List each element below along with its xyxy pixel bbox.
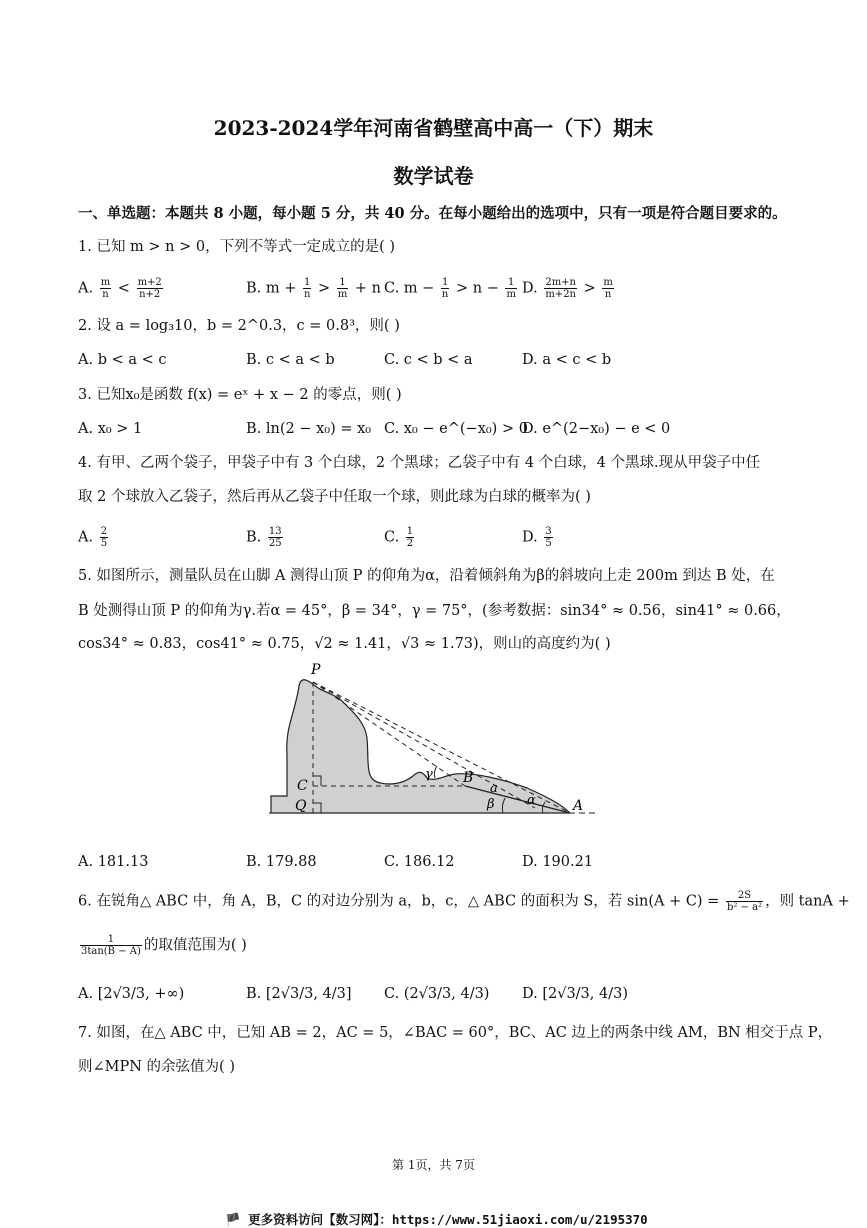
label-p: P — [311, 662, 321, 678]
label-c: C — [297, 778, 308, 794]
label-q: Q — [295, 798, 307, 814]
page-subtitle: 数学试卷 — [393, 164, 474, 188]
label-b: B — [463, 770, 474, 786]
q5-option-c: C. 186.12 — [384, 854, 455, 870]
q4-option-d: D. $\frac{3}{5}$ — [522, 526, 552, 549]
q1-option-a: A. $\frac{m}{n}$ < $\frac{m+2}{n+2}$ — [78, 277, 162, 300]
q4-line2: 取 2 个球放入乙袋子，然后再从乙袋子中任取一个球，则此球为白球的概率为( ) — [78, 489, 591, 505]
label-a-side: a — [490, 781, 498, 796]
q4-line1: 4. 有甲、乙两个袋子，甲袋子中有 3 个白球，2 个黑球；乙袋子中有 4 个白球，4 个黑球.现从甲袋子中任 — [78, 455, 761, 471]
page-footer: 第 1页，共 7页 — [392, 1158, 475, 1172]
q2-option-a: A. b < a < c — [78, 352, 167, 368]
q6-option-b: B. [2√3/3, 4/3] — [246, 986, 352, 1002]
q2-option-b: B. c < a < b — [246, 352, 335, 368]
q3-option-b: B. ln(2 − x₀) = x₀ — [246, 421, 372, 437]
q1-option-c: C. m − $\frac{1}{n}$ > n − $\frac{1}{m}$ — [384, 277, 516, 300]
q5-line2: B 处测得山顶 P 的仰角为γ.若α = 45°，β = 34°，γ = 75°，(参考数据：sin34° ≈ 0.56，sin41° ≈ 0.66， — [78, 603, 791, 619]
arc-gamma — [434, 766, 437, 778]
q5-line1: 5. 如图所示，测量队员在山脚 A 测得山顶 P 的仰角为α，沿着倾斜角为β的斜坡向上走 200m 到达 B 处，在 — [78, 568, 775, 584]
q2-option-d: D. a < c < b — [522, 352, 612, 368]
q6-option-a: A. [2√3/3, +∞) — [78, 986, 185, 1002]
q2-stem: 2. 设 a = log₃10，b = 2^0.3，c = 0.8³，则( ) — [78, 318, 400, 334]
label-gamma: γ — [425, 767, 433, 782]
q4-option-c: C. $\frac{1}{2}$ — [384, 526, 414, 549]
q6-line2: $\frac{1}{3\tan(B - A)}$ 的取值范围为( ) — [81, 934, 247, 957]
q5-option-a: A. 181.13 — [78, 854, 149, 870]
q1-option-b: B. m + $\frac{1}{n}$ > $\frac{1}{m}$ + n — [246, 277, 382, 300]
label-alpha: α — [527, 793, 536, 808]
page-title: 2023-2024学年河南省鹤壁高中高一（下）期末 — [213, 116, 654, 140]
q1-option-d: D. $\frac{2m+n}{m+2n}$ > $\frac{m}{n}$ — [522, 277, 613, 300]
watermark-link[interactable]: 🏴 更多资料访问【数习网】：https://www.51jiaoxi.com/u/2195370 — [225, 1212, 648, 1227]
mountain-shape — [271, 680, 570, 813]
q5-line3: cos34° ≈ 0.83，cos41° ≈ 0.75，√2 ≈ 1.41，√3 ≈ 1.73)，则山的高度约为( ) — [78, 636, 611, 652]
mountain-figure — [265, 658, 605, 822]
q6-line1: 6. 在锐角△ ABC 中，角 A，B，C 的对边分别为 a，b，c，△ ABC 的面积为 S，若 sin(A + C) = $\frac{2S}{\text{b² − a²}}$ ，则 tanA + — [78, 890, 850, 913]
q3-stem: 3. 已知x₀是函数 f(x) = eˣ + x − 2 的零点，则( ) — [78, 387, 402, 403]
q4-option-b: B. $\frac{13}{25}$ — [246, 526, 282, 549]
q1-stem: 1. 已知 m > n > 0，下列不等式一定成立的是( ) — [78, 239, 396, 255]
q5-option-b: B. 179.88 — [246, 854, 317, 870]
q2-option-c: C. c < b < a — [384, 352, 473, 368]
q3-option-c: C. x₀ − e^(−x₀) > 0 — [384, 421, 528, 437]
label-beta: β — [487, 797, 495, 812]
q5-option-d: D. 190.21 — [522, 854, 594, 870]
q3-option-a: A. x₀ > 1 — [78, 421, 143, 437]
label-a: A — [573, 798, 584, 814]
q6-option-d: D. [2√3/3, 4/3) — [522, 986, 628, 1002]
q4-option-a: A. $\frac{2}{5}$ — [78, 526, 108, 549]
section-heading: 一、单选题：本题共 8 小题，每小题 5 分，共 40 分。在每小题给出的选项中，只有一项是符合题目要求的。 — [78, 205, 787, 222]
q3-option-d: D. e^(2−x₀) − e < 0 — [522, 421, 671, 437]
q7-line1: 7. 如图，在△ ABC 中，已知 AB = 2，AC = 5，∠BAC = 60°，BC、AC 边上的两条中线 AM，BN 相交于点 P， — [78, 1025, 833, 1041]
q7-line2: 则∠MPN 的余弦值为( ) — [78, 1059, 235, 1075]
q6-option-c: C. (2√3/3, 4/3) — [384, 986, 490, 1002]
